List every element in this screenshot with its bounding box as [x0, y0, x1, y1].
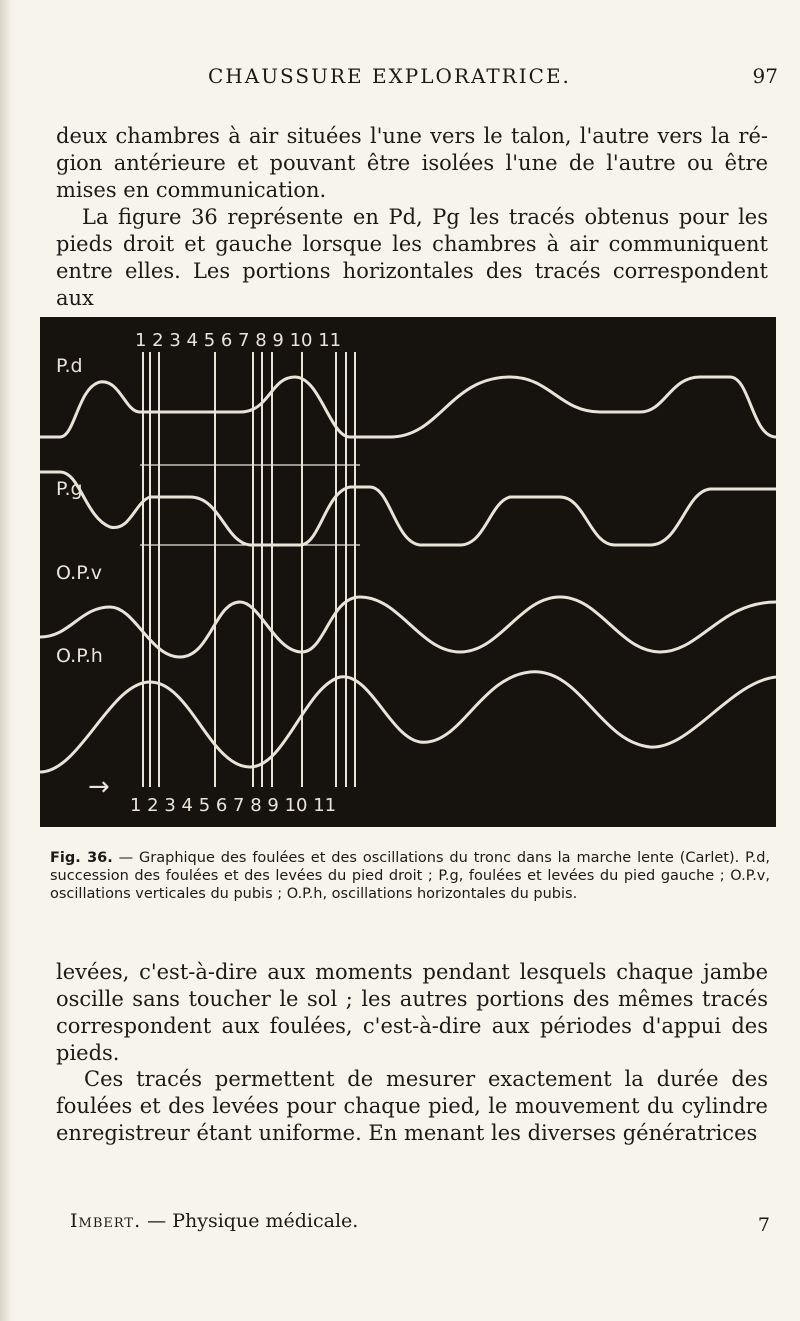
paragraph-4 — [56, 1066, 768, 1147]
footer-book: — Physique médicale. — [141, 1210, 359, 1232]
figure-36 — [40, 317, 776, 827]
trace-graphic — [40, 317, 776, 827]
top-numbers: 1 2 3 4 5 6 7 8 9 10 11 — [135, 330, 342, 351]
binding-edge — [0, 0, 12, 1321]
footer-author: Imbert. — [70, 1210, 142, 1232]
label-pd: P.d — [56, 355, 83, 377]
page-footer — [70, 1210, 770, 1236]
time-arrow-icon: → — [88, 772, 110, 802]
label-opv: O.P.v — [56, 562, 103, 584]
page-number: 97 — [752, 64, 778, 88]
page-header — [58, 64, 778, 94]
bottom-numbers: 1 2 3 4 5 6 7 8 9 10 11 — [130, 795, 337, 816]
running-title: CHAUSSURE EXPLORATRICE. — [208, 64, 571, 88]
signature-mark: 7 — [757, 1214, 770, 1236]
caption-text: — Graphique des foulées et des oscillations du tronc dans la marche lente (Carlet). P.d, succession des foulées et des levées du pied droit ; P.g, foulées et levées du pied gauche ; O.P.v, oscillations verticales du pubis ; O.P.h, oscillations horizontales du pubis. — [50, 849, 771, 902]
label-oph: O.P.h — [56, 645, 103, 667]
paragraph-1: deux chambres à air situées l'une vers le talon, l'autre vers la ré-gion antérieure et pouvant être isolées l'une de l'autre ou être mises en communication. — [56, 124, 768, 202]
paragraph-3: levées, c'est-à-dire aux moments pendant lesquels chaque jambe oscille sans toucher le sol ; les autres portions des mêmes tracés correspondent aux foulées, c'est-à-dire aux périodes d'appui des pieds. — [56, 960, 768, 1065]
label-pg: P.g — [56, 478, 83, 500]
paragraph-4-text: Ces tracés permettent de mesurer exactement la durée des foulées et des levées pour chaque pied, le mouvement du cylindre enregistreur étant uniforme. En menant les diverses génératrices — [56, 1067, 768, 1145]
paragraph-2: La figure 36 représente en Pd, Pg les tracés obtenus pour les pieds droit et gauche lorsque les chambres à air communiquent entre elles. Les portions horizontales des tracés correspondent aux — [56, 205, 768, 310]
figure-caption — [50, 849, 770, 903]
caption-label: Fig. 36. — [50, 849, 113, 866]
